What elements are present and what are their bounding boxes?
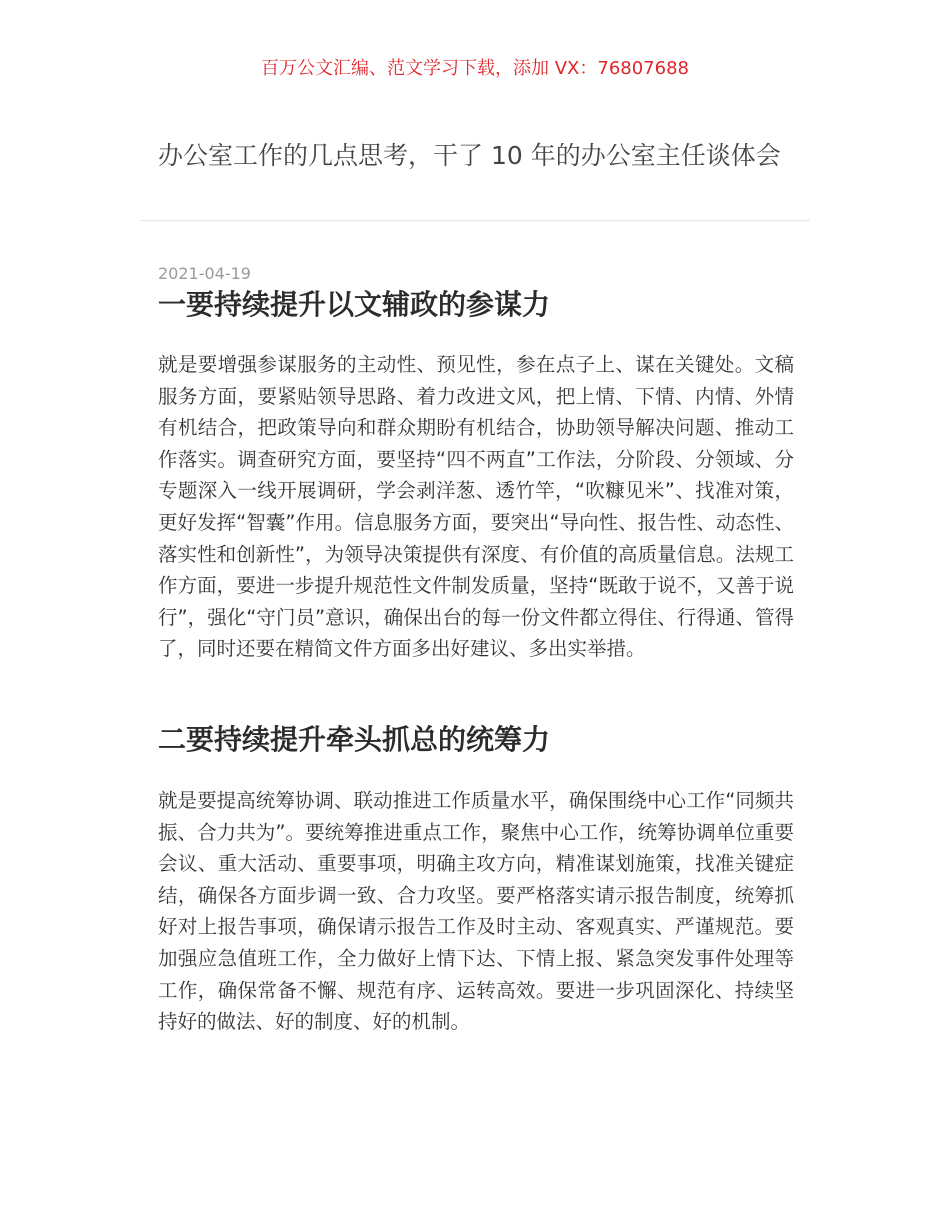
publish-date: 2021-04-19 <box>158 264 251 283</box>
article-title: 办公室工作的几点思考，干了 10 年的办公室主任谈体会 <box>158 141 781 170</box>
section-body-2: 就是要提高统筹协调、联动推进工作质量水平，确保围绕中心工作“同频共振、合力共为”。要统筹推进重点工作，聚焦中心工作，统筹协调单位重要会议、重大活动、重要事项，明确主攻方向，精准谋划施策，找准关键症结，确保各方面步调一致、合力攻坚。要严格落实请示报告制度，统筹抓好对上报告事项，确保请示报告工作及时主动、客观真实、严谨规范。要加强应急值班工作，全力做好上情下达、下情上报、紧急突发事件处理等工作，确保常备不懈、规范有序、运转高效。要进一步巩固深化、持续坚持好的做法、好的制度、好的机制。 <box>158 789 794 1034</box>
section-heading-2: 二要持续提升牵头抓总的统筹力 <box>158 723 551 756</box>
section-body-1: 就是要增强参谋服务的主动性、预见性，参在点子上、谋在关键处。文稿服务方面，要紧贴领导思路、着力改进文风，把上情、下情、内情、外情有机结合，把政策导向和群众期盼有机结合，协助领导解决问题、推动工作落实。调查研究方面，要坚持“四不两直”工作法，分阶段、分领域、分专题深入一线开展调研，学会剥洋葱、透竹竿，“吹糠见米”、找准对策，更好发挥“智囊”作用。信息服务方面，要突出“导向性、报告性、动态性、落实性和创新性”，为领导决策提供有深度、有价值的高质量信息。法规工作方面，要进一步提升规范性文件制发质量，坚持“既敢于说不，又善于说行”，强化“守门员”意识，确保出台的每一份文件都立得住、行得通、管得了，同时还要在精简文件方面多出好建议、多出实举措。 <box>158 353 794 661</box>
promo-banner: 百万公文汇编、范文学习下载，添加 VX：76807688 <box>261 58 689 79</box>
section-heading-1: 一要持续提升以文辅政的参谋力 <box>158 288 551 321</box>
title-block <box>140 138 810 221</box>
